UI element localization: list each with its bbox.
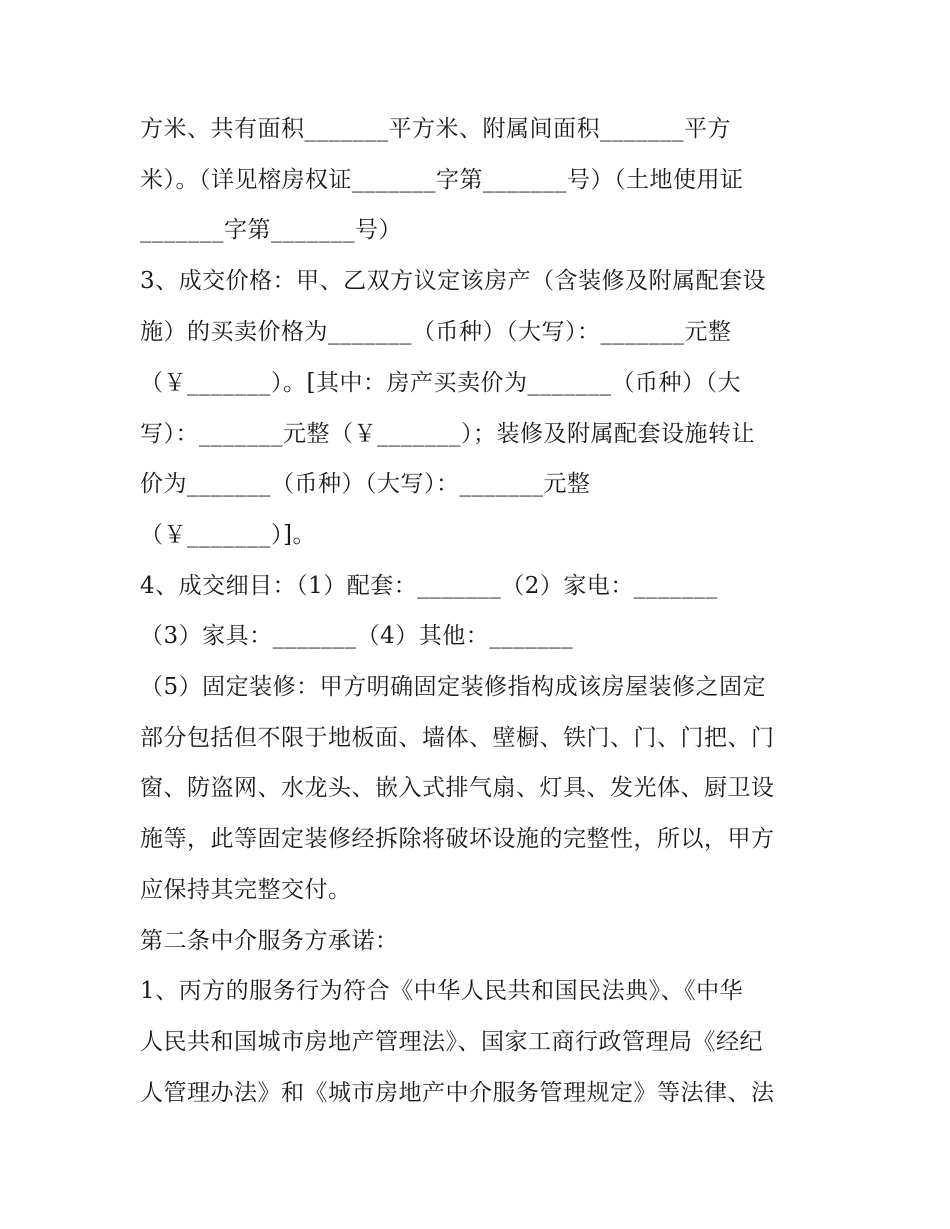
text-line: （5）固定装修：甲方明确固定装修指构成该房屋装修之固定 <box>140 674 767 700</box>
text-line: （￥_______）。[其中：房产买卖价为_______（币种）（大 <box>140 370 741 396</box>
text-line: 人管理办法》和《城市房地产中介服务管理规定》等法律、法 <box>140 1080 775 1106</box>
text-line: 方米、共有面积_______平方米、附属间面积_______平方 <box>140 116 731 142</box>
text-line: （￥_______）]。 <box>140 522 316 548</box>
text-line: 价为_______（币种）（大写）：_______元整 <box>140 471 591 497</box>
text-line: 施）的买卖价格为_______（币种）（大写）：_______元整 <box>140 319 732 345</box>
text-line: 应保持其完整交付。 <box>140 877 352 903</box>
text-line: 施等，此等固定装修经拆除将破坏设施的完整性，所以，甲方 <box>140 826 775 852</box>
text-line: 米）。（详见榕房权证_______字第_______号）（土地使用证 <box>140 167 744 193</box>
text-line: （3）家具：_______（4）其他：_______ <box>140 623 574 649</box>
text-line: _______字第_______号） <box>140 217 402 243</box>
text-line: 4、成交细目：（1）配套：_______（2）家电：_______ <box>140 573 718 599</box>
text-line: 写）：_______元整（￥_______）；装修及附属配套设施转让 <box>140 421 755 447</box>
text-line: 部分包括但不限于地板面、墙体、壁橱、铁门、门、门把、门 <box>140 725 775 751</box>
text-line: 3、成交价格：甲、乙双方议定该房产（含装修及附属配套设 <box>140 268 767 294</box>
section-heading: 第二条中介服务方承诺： <box>140 928 399 954</box>
text-line: 人民共和国城市房地产管理法》、国家工商行政管理局《经纪 <box>140 1029 763 1055</box>
text-line: 窗、防盗网、水龙头、嵌入式排气扇、灯具、发光体、厨卫设 <box>140 775 775 801</box>
text-line: 1、丙方的服务行为符合《中华人民共和国民法典》、《中华 <box>140 978 744 1004</box>
